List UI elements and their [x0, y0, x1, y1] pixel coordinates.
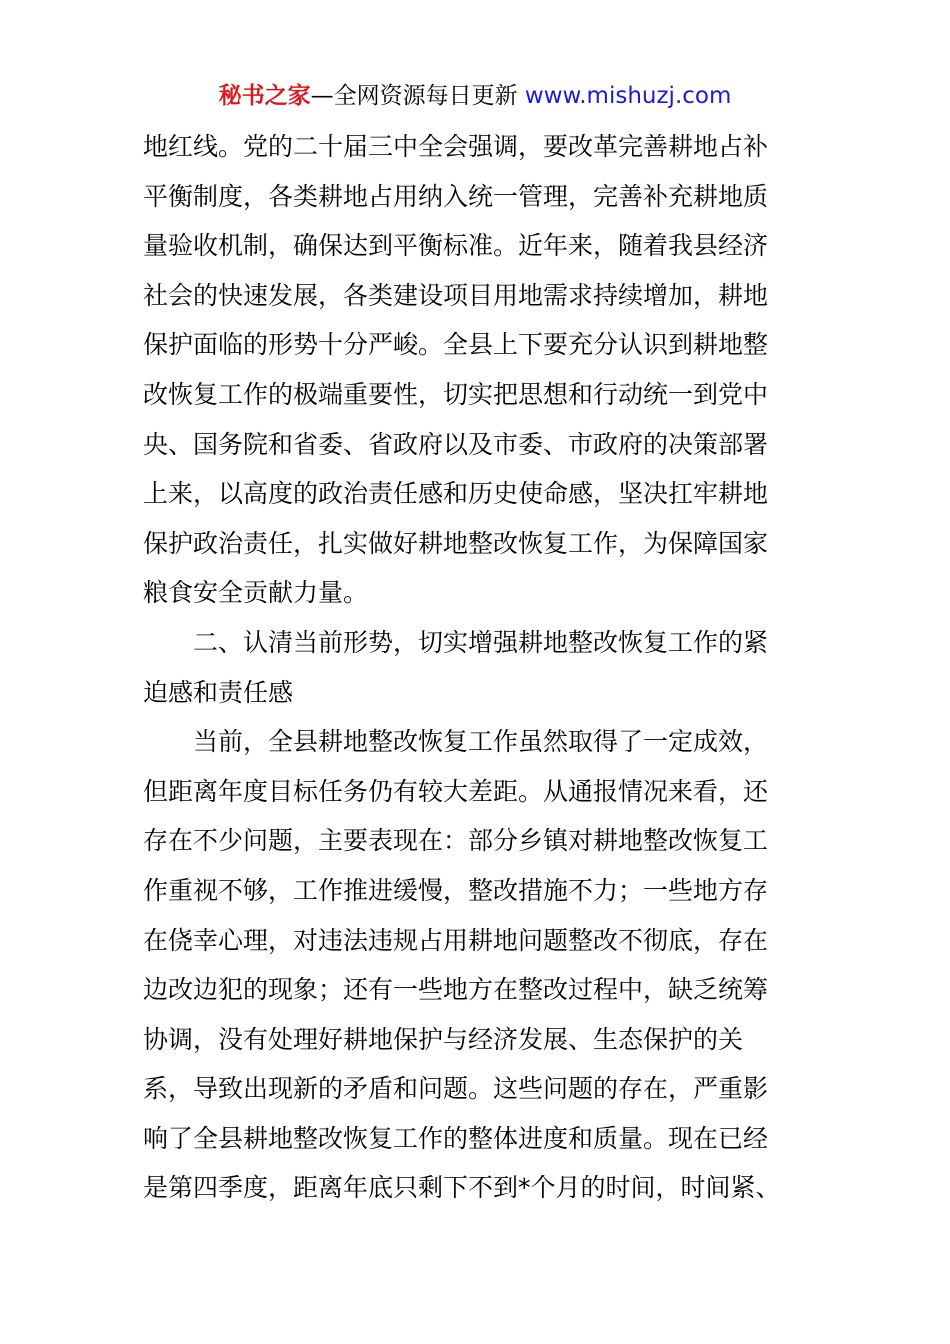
text-line: 央、国务院和省委、省政府以及市委、市政府的决策部署	[143, 429, 769, 459]
text-line: 存在不少问题，主要表现在：部分乡镇对耕地整改恢复工	[143, 826, 769, 856]
text-line: 但距离年度目标任务仍有较大差距。从通报情况来看，还	[143, 776, 769, 806]
paragraph	[143, 717, 823, 1213]
paragraph	[143, 122, 823, 618]
heading-line: 二、认清当前形势，切实增强耕地整改恢复工作的紧	[193, 627, 769, 657]
site-header	[0, 78, 950, 114]
text-line: 响了全县耕地整改恢复工作的整体进度和质量。现在已经	[143, 1123, 769, 1153]
section-heading	[143, 618, 823, 717]
site-brand: 秘书之家	[218, 83, 311, 109]
text-line: 保护政治责任，扎实做好耕地整改恢复工作，为保障国家	[143, 528, 769, 558]
text-line: 平衡制度，各类耕地占用纳入统一管理，完善补充耕地质	[143, 181, 769, 211]
document-body	[143, 122, 823, 1213]
text-line: 当前，全县耕地整改恢复工作虽然取得了一定成效，	[193, 727, 769, 757]
text-line: 系，导致出现新的矛盾和问题。这些问题的存在，严重影	[143, 1074, 769, 1104]
text-line: 协调，没有处理好耕地保护与经济发展、生态保护的关	[143, 1024, 744, 1054]
text-line: 边改边犯的现象；还有一些地方在整改过程中，缺乏统筹	[143, 975, 769, 1005]
heading-line: 迫感和责任感	[143, 677, 294, 707]
text-line: 是第四季度，距离年底只剩下不到*个月的时间，时间紧、	[143, 1173, 781, 1203]
site-url[interactable]: www.mishuzj.com	[524, 83, 732, 109]
text-line: 粮食安全贡献力量。	[143, 578, 369, 608]
site-tagline: —全网资源每日更新	[310, 83, 525, 109]
text-line: 在侥幸心理，对违法违规占用耕地问题整改不彻底，存在	[143, 925, 769, 955]
text-line: 作重视不够，工作推进缓慢，整改措施不力；一些地方存	[143, 875, 769, 905]
text-line: 社会的快速发展，各类建设项目用地需求持续增加，耕地	[143, 280, 769, 310]
text-line: 地红线。党的二十届三中全会强调，要改革完善耕地占补	[143, 132, 769, 161]
text-line: 量验收机制，确保达到平衡标准。近年来，随着我县经济	[143, 231, 769, 261]
text-line: 保护面临的形势十分严峻。全县上下要充分认识到耕地整	[143, 330, 769, 360]
text-line: 上来，以高度的政治责任感和历史使命感，坚决扛牢耕地	[143, 479, 769, 509]
text-line: 改恢复工作的极端重要性，切实把思想和行动统一到党中	[143, 379, 769, 409]
